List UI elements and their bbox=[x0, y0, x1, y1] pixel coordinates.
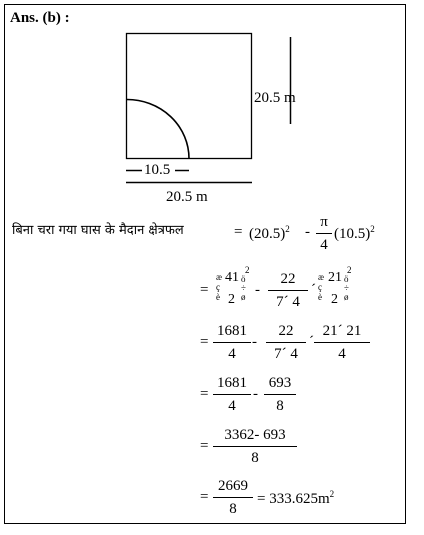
equals-sign-5: = bbox=[200, 438, 209, 454]
bracket-top-right-2: ö bbox=[344, 274, 349, 284]
fraction-22-over-28: $\frac{22}{7´ 4}$ bbox=[268, 272, 308, 310]
bracket-bot-right-2: ø bbox=[344, 292, 349, 302]
minus-sign-1: - bbox=[305, 224, 310, 240]
pi-over-4-fraction: $\frac{\pi}{4}$ bbox=[316, 215, 332, 253]
bracket-bot-right-1: ø bbox=[241, 292, 246, 302]
bracket-mid-left-2: ç bbox=[318, 282, 322, 292]
square-field bbox=[127, 34, 252, 159]
quarter-circle-arc bbox=[127, 99, 190, 158]
equals-sign-2: = bbox=[200, 282, 209, 298]
bracket-bot-left-2: è bbox=[318, 292, 322, 302]
fraction-3362-minus-693-over-8: $\frac{3362- 693}{8}$ bbox=[213, 428, 297, 466]
bracket-bot-left-1: è bbox=[216, 292, 220, 302]
fraction-1681-over-4-b: $\frac{1681}{4}$ bbox=[213, 376, 251, 414]
field-diagram bbox=[0, 0, 424, 200]
bracket-mid-right-1: ÷ bbox=[241, 283, 246, 293]
fraction-41-denominator: 2 bbox=[228, 292, 235, 307]
equals-sign-4: = bbox=[200, 386, 209, 402]
times-sign-2: ´ bbox=[311, 282, 316, 298]
fraction-693-over-8: $\frac{693}{8}$ bbox=[264, 376, 296, 414]
fraction-21x21-over-4: $\frac{21´ 21}{4}$ bbox=[314, 324, 370, 362]
times-sign-3: ´ bbox=[309, 334, 314, 350]
bracket-top-right-1: ö bbox=[241, 274, 246, 284]
fraction-1681-over-4: $\frac{1681}{4}$ bbox=[213, 324, 251, 362]
side-label-bottom: 20.5 m bbox=[166, 189, 208, 205]
term-20-5: $(20.5)^2$ bbox=[249, 224, 290, 242]
fraction-2669-over-8: $\frac{2669}{8}$ bbox=[213, 479, 253, 517]
fraction-22-over-7x4: $\frac{22}{7´ 4}$ bbox=[266, 324, 306, 362]
fraction-41-numerator: 41 bbox=[225, 270, 239, 285]
minus-sign-3: - bbox=[252, 334, 257, 350]
side-label-vertical: 20.5 m bbox=[254, 90, 296, 106]
bracket-top-left-1: æ bbox=[216, 272, 223, 282]
equals-sign-3: = bbox=[200, 334, 209, 350]
fraction-21-denominator: 2 bbox=[331, 292, 338, 307]
bracket-mid-right-2: ÷ bbox=[344, 283, 349, 293]
bracket-mid-left-1: ç bbox=[216, 282, 220, 292]
bracket-top-left-2: æ bbox=[318, 272, 325, 282]
minus-sign-2: - bbox=[255, 282, 260, 298]
minus-sign-4: - bbox=[253, 386, 258, 402]
final-result: = $333.625m^2$ bbox=[257, 489, 335, 507]
exponent-1: 2 bbox=[245, 265, 250, 275]
equals-sign-1: = bbox=[234, 224, 243, 240]
answer-label: Ans. (b) : bbox=[10, 10, 70, 26]
equals-sign-6: = bbox=[200, 489, 209, 505]
equation-lhs-text: बिना चरा गया घास के मैदान क्षेत्रफल bbox=[12, 223, 184, 238]
exponent-2: 2 bbox=[347, 265, 352, 275]
term-10-5: $(10.5)^2$ bbox=[334, 224, 375, 242]
radius-label: 10.5 bbox=[144, 162, 171, 178]
fraction-21-numerator: 21 bbox=[328, 270, 342, 285]
